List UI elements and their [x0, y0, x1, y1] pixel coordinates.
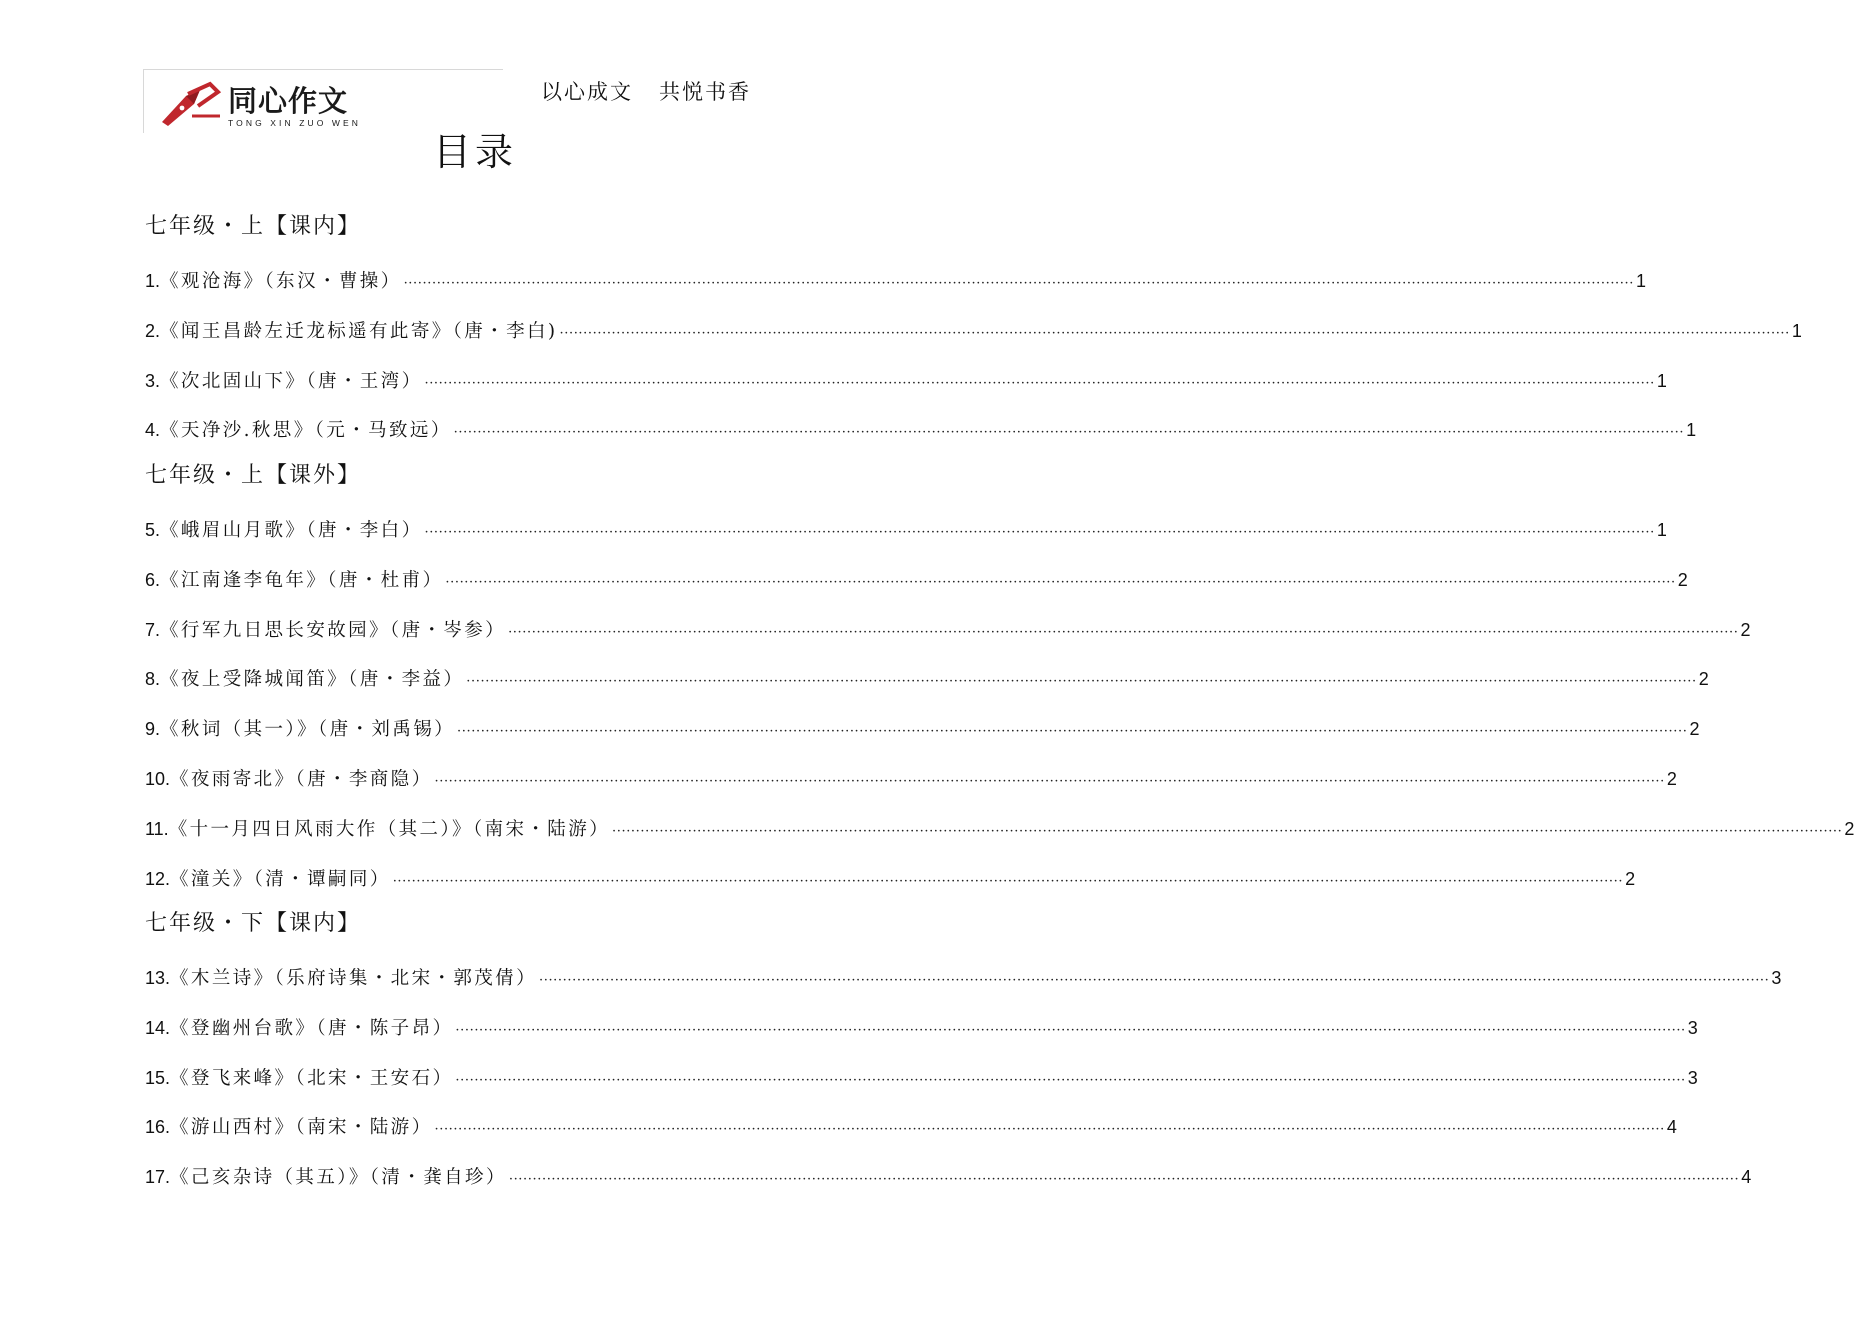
toc-entry-number: 3. [145, 370, 161, 391]
toc-entry-number: 15. [145, 1067, 171, 1088]
toc-entry-page-number: 2 [1677, 569, 1688, 590]
toc-entry[interactable] [145, 417, 1697, 446]
toc-entry-page-number: 1 [1656, 370, 1667, 391]
toc-entry[interactable] [145, 866, 1636, 895]
toc-entry-page-number: 2 [1625, 868, 1636, 889]
toc-entry[interactable] [145, 816, 1854, 845]
dot-leader: ···································································································································································································································································· [453, 425, 1685, 441]
dot-leader: ···································································································································································································································································· [424, 525, 1655, 540]
toc-entry-title: 《行军九日思长安故园》（唐・岑参） [160, 619, 507, 641]
toc-entry-title: 《游山西村》（南宋・陆游） [170, 1117, 433, 1139]
section-heading: 七年级・下【课内】 [145, 911, 362, 936]
toc-entry[interactable] [145, 1015, 1698, 1044]
toc-entry-page-number: 1 [1686, 420, 1697, 441]
toc-entry[interactable] [145, 766, 1677, 795]
dot-leader: ···································································································································································································································································· [424, 375, 1655, 391]
toc-entry-number: 2. [145, 320, 161, 341]
toc-entry-number: 1. [145, 271, 161, 291]
toc-entry-title: 《十一月四日风雨大作（其二）》（南宋・陆游） [168, 818, 610, 840]
dot-leader: ···································································································································································································································································· [434, 1122, 1665, 1138]
dot-leader: ···································································································································································································································································· [392, 873, 1624, 889]
toc-entry-page-number: 2 [1666, 769, 1677, 789]
toc-entry[interactable] [145, 1065, 1698, 1094]
toc-entry-page-number: 3 [1687, 1017, 1698, 1038]
toc-entry-number: 5. [145, 520, 161, 540]
logo-chinese-text: 同心作文 [228, 84, 349, 118]
toc-entry-title: 《峨眉山月歌》（唐・李白） [160, 520, 423, 541]
toc-entry[interactable] [145, 268, 1646, 297]
toc-entry-number: 13. [145, 968, 171, 988]
dot-leader: ···································································································································································································································································· [538, 973, 1770, 988]
fountain-pen-icon [158, 82, 222, 128]
toc-entry-title: 《次北固山下》（唐・王湾） [160, 370, 423, 392]
toc-entry-page-number: 2 [1740, 619, 1751, 640]
toc-entry[interactable] [145, 368, 1667, 397]
toc-entry-title: 《潼关》（清・谭嗣同） [170, 868, 391, 890]
dot-leader: ···································································································································································································································································· [508, 1172, 1740, 1188]
toc-entry-number: 9. [145, 719, 161, 740]
toc-entry[interactable] [145, 1114, 1677, 1143]
toc-entry-number: 11. [145, 818, 169, 839]
section-heading: 七年级・上【课外】 [145, 463, 362, 488]
toc-entry-number: 4. [145, 420, 161, 441]
toc-entry-page-number: 1 [1791, 320, 1802, 341]
dot-leader: ···································································································································································································································································· [612, 823, 1843, 839]
toc-entry[interactable] [145, 517, 1667, 546]
slogan: 以心成文 共悦书香 [541, 80, 752, 104]
toc-entry[interactable] [145, 965, 1782, 994]
dot-leader: ···································································································································································································································································· [455, 1022, 1686, 1038]
toc-entry-title: 《登飞来峰》（北宋・王安石） [170, 1067, 454, 1089]
toc-entry-title: 《登幽州台歌》（唐・陈子昂） [170, 1017, 454, 1039]
toc-entry[interactable] [145, 1164, 1752, 1193]
toc-entry-number: 7. [145, 619, 161, 640]
dot-leader: ···································································································································································································································································· [457, 724, 1688, 740]
toc-entry-page-number: 4 [1666, 1117, 1677, 1138]
dot-leader: ···································································································································································································································································· [466, 674, 1697, 690]
toc-entry-page-number: 3 [1771, 968, 1782, 988]
dot-leader: ···································································································································································································································································· [508, 624, 1739, 640]
toc-entry[interactable] [145, 318, 1802, 347]
toc-entry-page-number: 2 [1689, 719, 1700, 740]
toc-entry-number: 10. [145, 769, 171, 789]
toc-entry-title: 《观沧海》（东汉・曹操） [160, 271, 402, 292]
toc-entry[interactable] [145, 567, 1688, 596]
toc-entry-page-number: 1 [1635, 271, 1646, 291]
toc-entry-number: 8. [145, 669, 161, 690]
toc-entry-title: 《江南逢李龟年》（唐・杜甫） [160, 569, 444, 591]
toc-entry-title: 《夜雨寄北》（唐・李商隐） [170, 769, 433, 790]
toc-entry-page-number: 1 [1656, 520, 1667, 540]
toc-entry-title: 《闻王昌龄左迁龙标遥有此寄》（唐・李白) [160, 320, 558, 342]
section-heading: 七年级・上【课内】 [145, 214, 362, 239]
toc-entry-page-number: 4 [1741, 1167, 1752, 1188]
toc-entry-number: 16. [145, 1117, 171, 1138]
toc-entry[interactable] [145, 617, 1751, 646]
toc-entry-title: 《己亥杂诗（其五）》（清・龚自珍） [170, 1167, 507, 1189]
toc-entry-page-number: 2 [1698, 669, 1709, 690]
toc-entry-title: 《夜上受降城闻笛》（唐・李益） [160, 669, 465, 691]
toc-entry-title: 《秋词（其一）》（唐・刘禹锡） [160, 719, 456, 741]
dot-leader: ···································································································································································································································································· [559, 325, 1790, 341]
toc-entry-number: 14. [145, 1017, 171, 1038]
toc-entry[interactable] [145, 666, 1709, 695]
dot-leader: ···································································································································································································································································· [434, 774, 1665, 789]
toc-entry-number: 17. [145, 1167, 171, 1188]
toc-entry-title: 《木兰诗》（乐府诗集・北宋・郭茂倩） [170, 968, 537, 989]
toc-entry-number: 12. [145, 868, 171, 889]
toc-entry[interactable] [145, 716, 1700, 745]
dot-leader: ···································································································································································································································································· [403, 276, 1634, 291]
toc-entry-number: 6. [145, 569, 161, 590]
toc-entry-title: 《天净沙.秋思》（元・马致远） [160, 420, 452, 442]
toc-entry-page-number: 3 [1687, 1067, 1698, 1088]
toc-entry-page-number: 2 [1844, 818, 1854, 839]
logo-pinyin-text: TONG XIN ZUO WEN [228, 118, 362, 128]
logo [143, 69, 503, 133]
page-title: 目录 [432, 130, 517, 174]
dot-leader: ···································································································································································································································································· [445, 574, 1676, 590]
dot-leader: ···································································································································································································································································· [455, 1072, 1686, 1088]
